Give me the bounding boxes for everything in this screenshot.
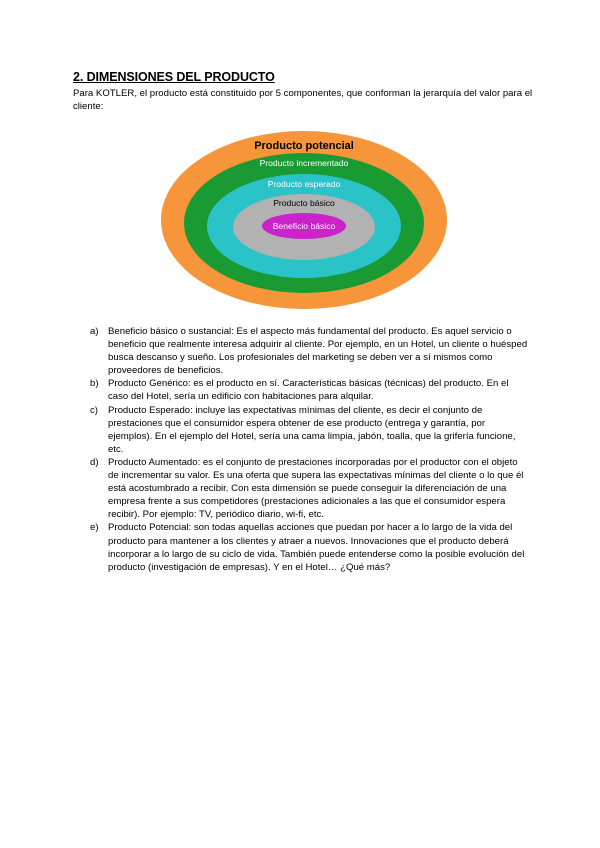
label-beneficio-basico: Beneficio básico	[272, 221, 336, 231]
list-marker: a)	[90, 326, 99, 337]
list-marker: c)	[90, 404, 98, 416]
list-item	[90, 325, 530, 377]
product-levels-diagram	[160, 130, 448, 310]
list-marker: d)	[90, 456, 99, 468]
label-producto-incrementado: Producto incrementado	[259, 158, 349, 168]
list-marker: b)	[90, 378, 99, 390]
list-item-text: Producto Esperado: incluye las expectativas mínimas del cliente, es decir el conjunto de prestaciones que el consumidor espera obtener de ese producto (entrega y garantía, por ejemplos). En el ejemplo del Hotel, sería una cama limpia, jabón, toalla, que la grifería funcione, etc.	[108, 404, 516, 455]
list-item-text: Producto Genérico: es el producto en sí. Características básicas (técnicas) del producto. En el caso del Hotel, sería un edificio con habitaciones para alquilar.	[108, 378, 509, 403]
intro-paragraph: Para KOTLER, el producto está constituido por 5 componentes, que conforman la jerarquía del valor para el cliente:	[73, 88, 533, 113]
list-item	[90, 456, 530, 521]
label-producto-basico: Producto básico	[273, 198, 335, 208]
dimensions-list	[90, 325, 530, 574]
list-item	[90, 521, 530, 573]
list-item-text: Beneficio básico o sustancial: Es el aspecto más fundamental del producto. Es aquel servicio o beneficio que realmente interesa adquirir al cliente. Por ejemplo, en un Hotel, un cliente o huésped busca descanso y sueño. Los profesionales del marketing se deben ver a sí mismos como proveedores de beneficios.	[108, 326, 528, 377]
list-item	[90, 377, 530, 403]
list-item-text: Producto Aumentado: es el conjunto de prestaciones incorporadas por el productor con el objeto de incrementar su valor. Es una oferta que supera las expectativas mínimas del cliente o lo que él está acostumbrado a recibir. Con esta dimensión se puede conseguir la diferenciación de una empresa frente a sus competidores (prestaciones adicionales a las que el consumidor espera recibir). Por ejemplo: TV, periódico diario, wi-fi, etc.	[108, 456, 524, 521]
list-item-text: Producto Potencial: son todas aquellas acciones que puedan por hacer a lo largo de la vida del producto para mantener a los clientes y atraer a nuevos. Innovaciones que el producto deberá incorporar a lo largo de su ciclo de vida. También puede entenderse como la posible evolución del producto (investigación de empresas). Y en el Hotel… ¿Qué más?	[108, 522, 525, 573]
section-heading: 2. DIMENSIONES DEL PRODUCTO	[73, 70, 275, 84]
label-producto-esperado: Producto esperado	[267, 179, 341, 189]
label-producto-potencial: Producto potencial	[254, 140, 354, 152]
list-marker: e)	[90, 522, 99, 534]
list-item	[90, 404, 530, 456]
